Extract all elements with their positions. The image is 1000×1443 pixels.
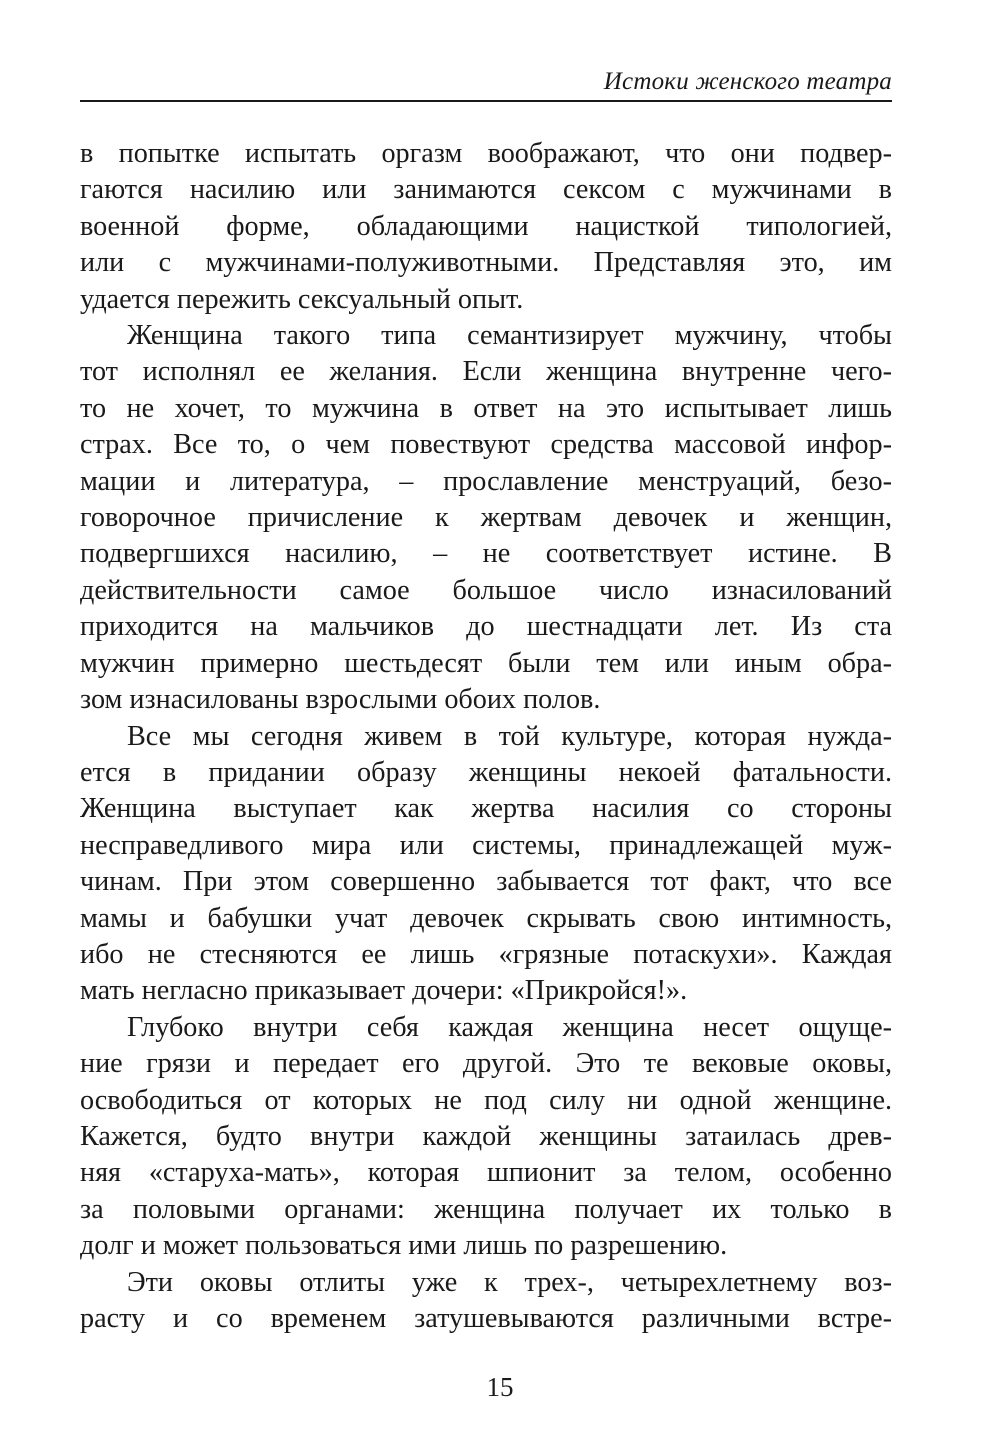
text-line: Женщина выступает как жертва насилия со стороны [80, 793, 892, 825]
text-line: ние грязи и передает его другой. Это те вековые оковы, [80, 1048, 892, 1080]
text-line: или с мужчинами-полуживотными. Представляя это, им [80, 247, 892, 279]
text-line: удается пережить сексуальный опыт. [80, 283, 524, 315]
text-line: мужчин примерно шестьдесят были тем или иным обра- [80, 647, 892, 679]
text-line: приходится на мальчиков до шестнадцати лет. Из ста [80, 611, 892, 643]
text-line: мать негласно приказывает дочери: «Прикройся!». [80, 975, 688, 1007]
text-line: говорочное причисление к жертвам девочек и женщин, [80, 502, 892, 534]
text-line: мации и литература, – прославление менструаций, безо- [80, 465, 892, 497]
text-line: зом изнасилованы взрослыми обоих полов. [80, 684, 601, 716]
text-line: расту и со временем затушевываются различными встре- [80, 1303, 892, 1334]
text-line: за половыми органами: женщина получает их только в [80, 1193, 892, 1225]
text-line: несправедливого мира или системы, принадлежащей муж- [80, 829, 892, 861]
text-line: ется в придании образу женщины некоей фатальности. [80, 756, 892, 788]
text-line: тот исполнял ее желания. Если женщина внутренне чего- [80, 356, 892, 388]
paragraph [80, 318, 892, 718]
paragraph [80, 136, 892, 318]
paragraph [80, 1265, 892, 1338]
text-line: гаются насилию или занимаются сексом с мужчинами в [80, 174, 892, 206]
text-line: чинам. При этом совершенно забывается тот факт, что все [80, 866, 892, 898]
text-line: долг и может пользоваться ими лишь по разрешению. [80, 1230, 728, 1262]
text-line: Все мы сегодня живем в той культуре, которая нужда- [127, 720, 892, 752]
text-line: ибо не стесняются ее лишь «грязные потаскухи». Каждая [80, 938, 892, 970]
text-line: страх. Все то, о чем повествуют средства массовой инфор- [80, 429, 892, 461]
page-number: 15 [486, 1372, 514, 1402]
text-line: няя «старуха-мать», которая шпионит за телом, особенно [80, 1157, 892, 1189]
text-line: Глубоко внутри себя каждая женщина несет ощуще- [127, 1011, 892, 1043]
text-line: Женщина такого типа семантизирует мужчину, чтобы [127, 320, 892, 352]
text-line: военной форме, обладающими нацисткой типологией, [80, 210, 892, 242]
body-text [80, 136, 892, 1337]
text-line: подвергшихся насилию, – не соответствует истине. В [80, 538, 892, 570]
text-line: мамы и бабушки учат девочек скрывать свою интимность, [80, 902, 892, 934]
running-head [80, 62, 892, 106]
paragraph [80, 719, 892, 1010]
text-line: то не хочет, то мужчина в ответ на это испытывает лишь [80, 392, 892, 424]
running-head-title: Истоки женского театра [603, 68, 892, 95]
text-line: в попытке испытать оргазм воображают, что они подвер- [80, 138, 892, 169]
paragraph [80, 1010, 892, 1265]
header-rule [80, 100, 892, 102]
text-line: освободиться от которых не под силу ни одной женщине. [80, 1084, 892, 1116]
text-line: действительности самое большое число изнасилований [80, 574, 892, 606]
text-line: Эти оковы отлиты уже к трех-, четырехлетнему воз- [127, 1266, 892, 1298]
text-line: Кажется, будто внутри каждой женщины затаилась древ- [80, 1120, 892, 1152]
